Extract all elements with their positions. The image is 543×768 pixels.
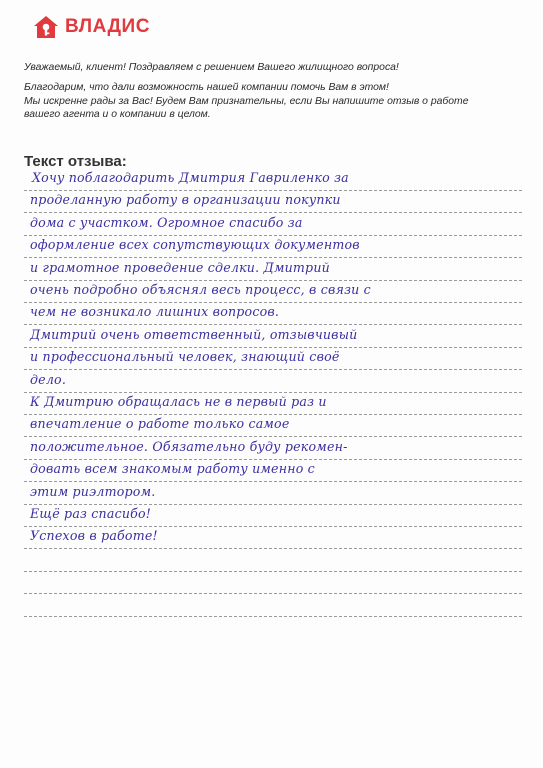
handwritten-line: довать всем знакомым работу именно с: [30, 461, 315, 477]
ruled-line: [24, 481, 522, 482]
ruled-line: [24, 369, 522, 370]
ruled-line: [24, 190, 522, 191]
handwritten-line: чем не возникало лишних вопросов.: [30, 304, 280, 320]
ruled-line: [24, 526, 522, 527]
handwritten-line: Хочу поблагодарить Дмитрия Гавриленко за: [32, 170, 349, 185]
ruled-line: [24, 436, 522, 437]
ruled-line: [24, 280, 522, 281]
handwritten-line: очень подробно объяснял весь процесс, в связи с: [30, 282, 371, 297]
handwritten-line: Дмитрий очень ответственный, отзывчивый: [30, 326, 358, 342]
ruled-line: [24, 459, 522, 460]
intro-line-3: вашего агента и о компании в целом.: [24, 109, 211, 120]
company-logo: [33, 14, 150, 40]
ruled-line: [24, 548, 522, 549]
ruled-line: [24, 593, 522, 594]
ruled-line: [24, 616, 522, 617]
ruled-line: [24, 257, 522, 258]
ruled-line: [24, 504, 522, 505]
ruled-line: [24, 392, 522, 393]
handwritten-line: К Дмитрию обращалась не в первый раз и: [30, 394, 327, 409]
handwritten-line: и грамотное проведение сделки. Дмитрий: [30, 259, 330, 275]
handwritten-line: этим риэлтором.: [30, 483, 156, 499]
ruled-line: [24, 347, 522, 348]
intro-paragraph: [24, 81, 524, 122]
handwritten-line: положительное. Обязательно буду рекомен-: [30, 438, 348, 454]
handwritten-line: впечатление о работе только самое: [30, 416, 290, 432]
house-key-icon: [33, 14, 59, 40]
handwritten-line: дома с участком. Огромное спасибо за: [30, 214, 303, 230]
review-heading: Текст отзыва:: [24, 153, 127, 170]
greeting-text: [24, 61, 524, 75]
logo-text: ВЛАДИС: [65, 16, 150, 37]
handwritten-line: и профессиональный человек, знающий своё: [30, 349, 340, 365]
greeting-line: Уважаемый, клиент! Поздравляем с решением Вашего жилищного вопроса!: [24, 62, 399, 73]
ruled-line: [24, 324, 522, 325]
intro-line-1: Благодарим, что дали возможность нашей компании помочь Вам в этом!: [24, 82, 389, 93]
ruled-line: [24, 212, 522, 213]
ruled-line: [24, 571, 522, 572]
intro-line-2: Мы искренне рады за Вас! Будем Вам признательны, если Вы напишите отзыв о работе: [24, 95, 469, 107]
ruled-line: [24, 414, 522, 415]
ruled-line: [24, 302, 522, 303]
handwritten-line: Ещё раз спасибо!: [30, 506, 152, 521]
handwritten-line: проделанную работу в организации покупки: [30, 192, 341, 208]
ruled-line: [24, 235, 522, 236]
handwritten-line: дело.: [30, 371, 67, 387]
handwritten-line: оформление всех сопутствующих документов: [30, 237, 360, 253]
handwritten-line: Успехов в работе!: [30, 528, 158, 544]
